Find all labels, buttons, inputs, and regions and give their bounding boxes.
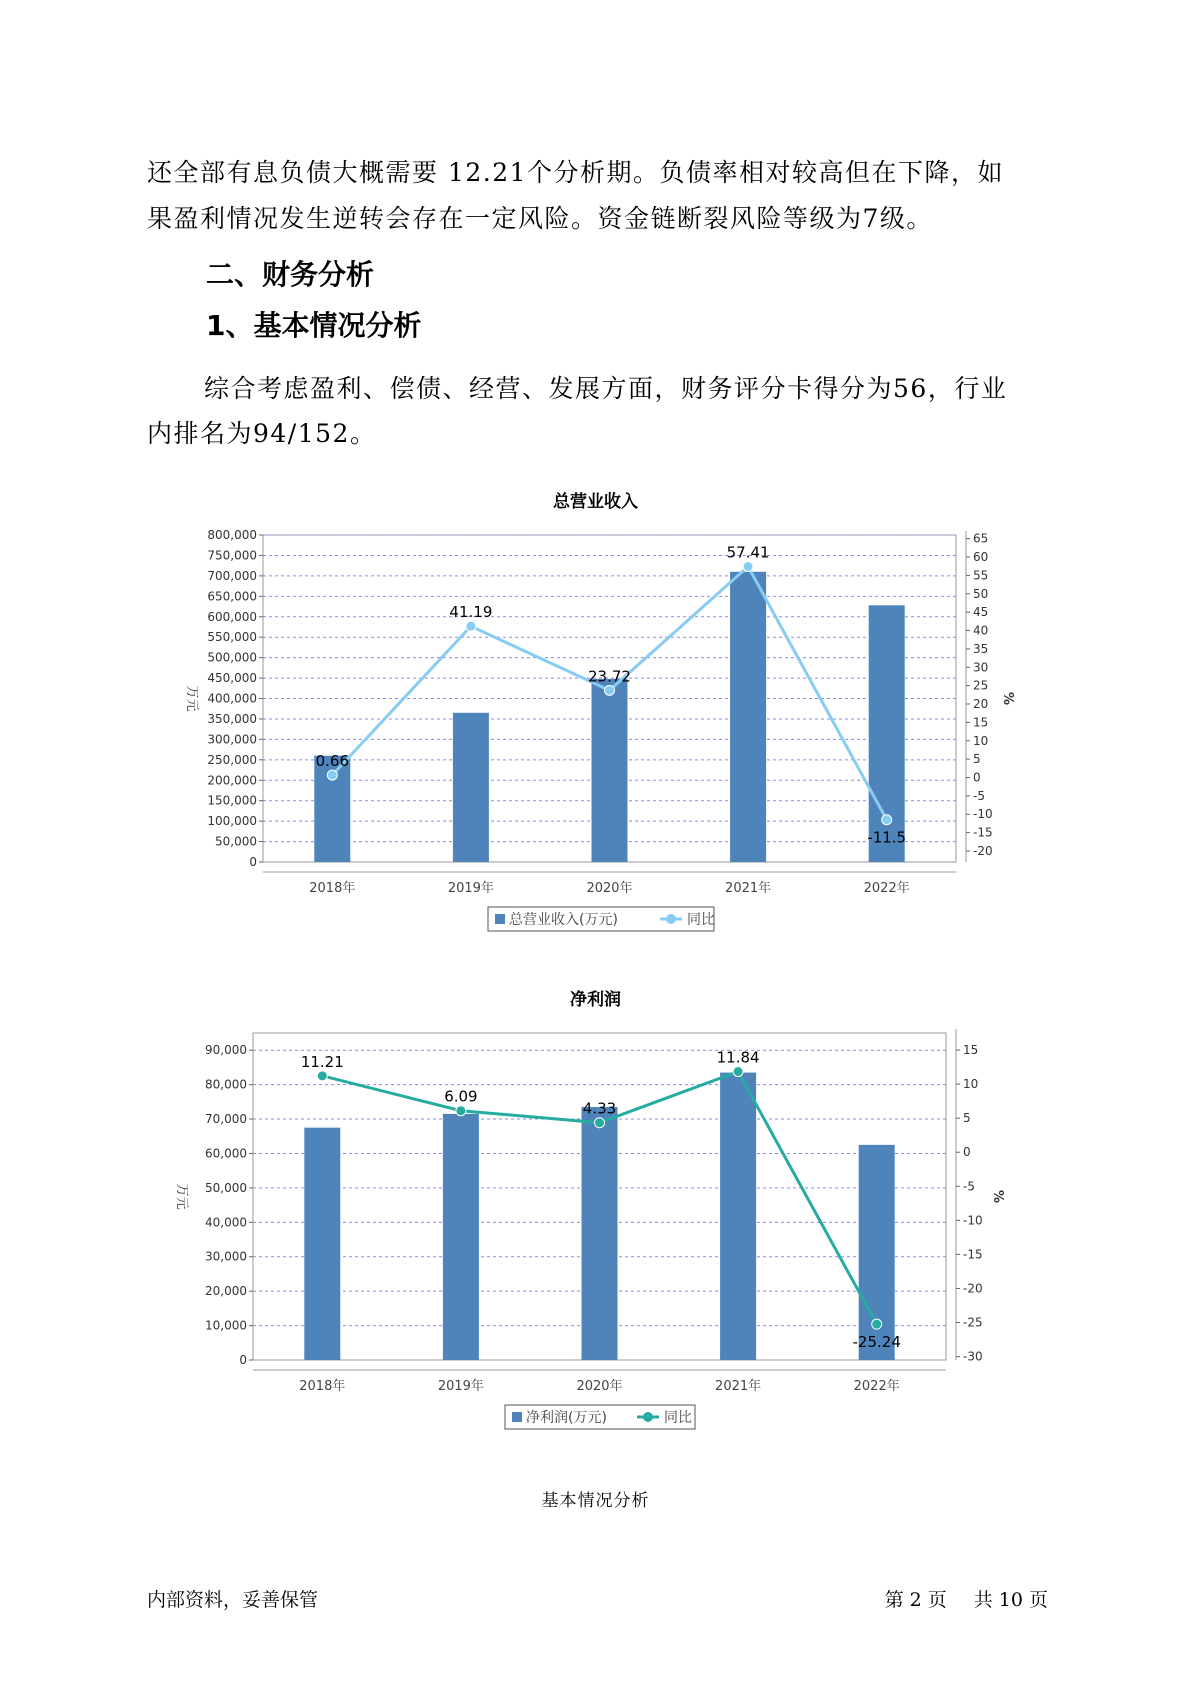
figure-caption: 基本情况分析 <box>541 1491 650 1511</box>
data-label: 11.84 <box>716 1048 760 1067</box>
chart-1-title: 总营业收入 <box>553 492 638 512</box>
page-prefix: 第 <box>884 1589 904 1611</box>
line-point <box>595 1118 605 1128</box>
left-tick-label: 300,000 <box>207 732 257 747</box>
left-tick-label: 750,000 <box>207 548 257 563</box>
left-tick-label: 70,000 <box>205 1112 247 1127</box>
x-tick-label: 2020年 <box>586 881 633 896</box>
right-tick-label: 5 <box>963 1111 971 1126</box>
section-heading: 二、财务分析 <box>206 258 375 291</box>
x-tick-label: 2022年 <box>853 1379 900 1394</box>
right-tick-label: 25 <box>973 678 989 693</box>
left-tick-label: 0 <box>249 855 257 869</box>
left-tick-label: 450,000 <box>207 671 257 686</box>
left-tick-label: 100,000 <box>207 814 257 829</box>
right-tick-label: 40 <box>973 623 989 638</box>
bar <box>443 1114 479 1360</box>
x-tick-label: 2020年 <box>576 1379 623 1394</box>
left-tick-label: 10,000 <box>205 1318 247 1333</box>
legend-bar-swatch <box>512 1412 522 1422</box>
legend-line-marker <box>643 1412 653 1422</box>
right-tick-label: -25 <box>963 1315 983 1330</box>
bar <box>304 1128 340 1360</box>
right-tick-label: 0 <box>973 770 981 785</box>
left-tick-label: 150,000 <box>207 793 257 808</box>
bar <box>453 713 489 862</box>
left-tick-label: 90,000 <box>205 1043 247 1058</box>
line-point <box>327 770 337 780</box>
right-tick-label: -10 <box>973 807 993 822</box>
line-point <box>466 621 476 631</box>
left-tick-label: 30,000 <box>205 1249 247 1264</box>
left-tick-label: 50,000 <box>205 1180 247 1195</box>
revenue-chart <box>0 515 1191 935</box>
left-tick-label: 250,000 <box>207 752 257 767</box>
page-unit: 页 <box>927 1589 947 1611</box>
right-tick-label: -15 <box>963 1247 983 1262</box>
right-tick-label: 65 <box>973 531 989 546</box>
page-indicator <box>882 1585 1051 1612</box>
left-tick-label: 700,000 <box>207 568 257 583</box>
left-tick-label: 20,000 <box>205 1284 247 1299</box>
left-tick-label: 80,000 <box>205 1077 247 1092</box>
total-pages: 10 <box>998 1589 1023 1611</box>
x-tick-label: 2019年 <box>437 1379 484 1394</box>
bar <box>720 1073 756 1360</box>
data-label: 23.72 <box>588 667 631 686</box>
right-tick-label: 30 <box>973 660 989 675</box>
data-label: 4.33 <box>582 1099 617 1118</box>
page-number: 2 <box>909 1589 922 1611</box>
right-tick-label: 0 <box>963 1145 971 1160</box>
left-tick-label: 500,000 <box>207 650 257 665</box>
right-tick-label: 10 <box>963 1077 979 1092</box>
left-axis-title: 万元 <box>184 685 199 712</box>
right-axis-title: % <box>990 1189 1005 1204</box>
subsection-heading: 1、基本情况分析 <box>206 309 422 342</box>
right-tick-label: -30 <box>963 1349 983 1364</box>
right-tick-label: 10 <box>973 733 989 748</box>
net-profit-chart <box>0 1015 1191 1435</box>
bar <box>730 572 766 862</box>
x-tick-label: 2018年 <box>299 1379 346 1394</box>
left-tick-label: 650,000 <box>207 589 257 604</box>
line-point <box>743 562 753 572</box>
line-point <box>317 1071 327 1081</box>
right-tick-label: 20 <box>973 697 989 712</box>
legend-bar-swatch <box>495 914 505 924</box>
line-point <box>456 1106 466 1116</box>
paragraph-2-line-1: 综合考虑盈利、偿债、经营、发展方面，财务评分卡得分为56，行业 <box>204 374 1008 403</box>
left-tick-label: 550,000 <box>207 630 257 645</box>
legend-bar-label: 总营业收入(万元) <box>509 912 618 928</box>
legend-line-marker <box>666 914 676 924</box>
chart-2-title: 净利润 <box>570 990 621 1010</box>
bar <box>592 679 628 862</box>
x-tick-label: 2018年 <box>309 881 356 896</box>
right-tick-label: 60 <box>973 550 989 565</box>
footer-note: 内部资料，妥善保管 <box>147 1589 319 1611</box>
left-tick-label: 350,000 <box>207 711 257 726</box>
right-tick-label: -20 <box>973 843 993 858</box>
left-tick-label: 0 <box>239 1353 247 1367</box>
right-tick-label: -5 <box>973 788 985 803</box>
legend-line-label: 同比 <box>664 1410 692 1426</box>
right-tick-label: 35 <box>973 641 989 656</box>
total-prefix: 共 <box>973 1589 993 1611</box>
left-tick-label: 200,000 <box>207 773 257 788</box>
line-point <box>872 1319 882 1329</box>
data-label: 11.21 <box>300 1052 344 1071</box>
right-tick-label: 45 <box>973 605 989 620</box>
left-tick-label: 600,000 <box>207 609 257 624</box>
x-tick-label: 2021年 <box>715 1379 762 1394</box>
right-tick-label: -15 <box>973 825 993 840</box>
data-label: 0.66 <box>315 752 350 771</box>
left-tick-label: 800,000 <box>207 528 257 542</box>
right-tick-label: -10 <box>963 1213 983 1228</box>
line-point <box>733 1067 743 1077</box>
right-tick-label: 50 <box>973 586 989 601</box>
left-tick-label: 40,000 <box>205 1215 247 1230</box>
data-label: 6.09 <box>444 1087 478 1106</box>
left-axis-title: 万元 <box>174 1183 189 1210</box>
left-tick-label: 50,000 <box>215 834 257 849</box>
paragraph-2-line-2: 内排名为94/152。 <box>147 419 377 448</box>
legend-bar-label: 净利润(万元) <box>526 1410 607 1426</box>
left-tick-label: 60,000 <box>205 1146 247 1161</box>
data-label: -25.24 <box>852 1333 901 1352</box>
legend-line-label: 同比 <box>687 912 715 928</box>
data-label: 41.19 <box>449 603 493 622</box>
line-point <box>605 685 615 695</box>
x-tick-label: 2019年 <box>447 881 494 896</box>
line-point <box>882 815 892 825</box>
right-tick-label: -20 <box>963 1281 983 1296</box>
data-label: 57.41 <box>726 543 770 562</box>
bar <box>582 1107 618 1360</box>
total-unit: 页 <box>1028 1589 1048 1611</box>
right-tick-label: -5 <box>963 1179 975 1194</box>
x-tick-label: 2021年 <box>725 881 772 896</box>
paragraph-1-line-2: 果盈利情况发生逆转会存在一定风险。资金链断裂风险等级为7级。 <box>147 204 933 233</box>
x-tick-label: 2022年 <box>863 881 910 896</box>
right-tick-label: 15 <box>963 1043 979 1058</box>
right-tick-label: 5 <box>973 752 981 767</box>
left-tick-label: 400,000 <box>207 691 257 706</box>
right-axis-title: % <box>1000 691 1015 706</box>
data-label: -11.5 <box>867 828 907 847</box>
right-tick-label: 55 <box>973 568 989 583</box>
right-tick-label: 15 <box>973 715 989 730</box>
paragraph-1-line-1: 还全部有息负债大概需要 12.21个分析期。负债率相对较高但在下降，如 <box>147 158 1005 187</box>
